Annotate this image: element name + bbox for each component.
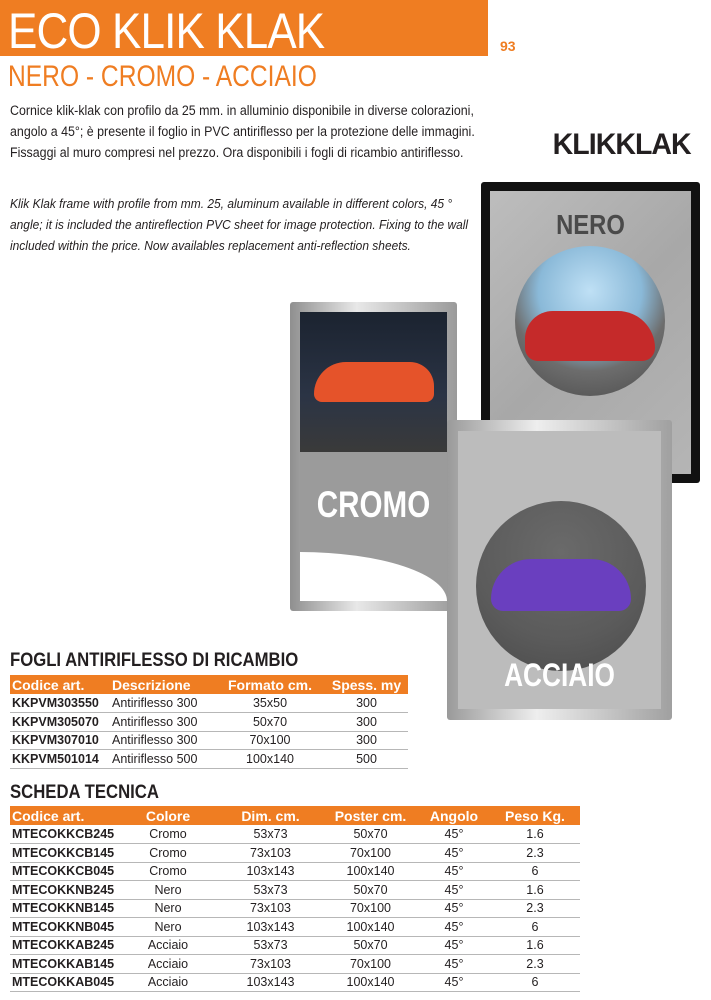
frame-acciaio-image (447, 420, 672, 720)
title-bar (0, 0, 488, 59)
cell-dimensions: 53x73 (218, 825, 323, 844)
table-row (10, 862, 580, 881)
cell-dimensions: 103x143 (218, 862, 323, 881)
klikklak-logo: KLIKKLAK (552, 128, 691, 161)
cell-code: KKPVM501014 (10, 750, 110, 769)
cell-weight: 2.3 (490, 955, 580, 974)
cell-dimensions: 53x73 (218, 936, 323, 955)
cell-color: Nero (118, 899, 218, 918)
cell-format: 35x50 (215, 694, 325, 713)
cell-angle: 45° (418, 955, 490, 974)
table-row (10, 881, 580, 900)
cell-format: 100x140 (215, 750, 325, 769)
table-row (10, 955, 580, 974)
cell-poster: 100x140 (323, 862, 418, 881)
frame-nero-label: NERO (556, 209, 625, 240)
white-wave-shape (300, 552, 447, 601)
cell-code: MTECOKKCB145 (10, 844, 118, 863)
table-row (10, 899, 580, 918)
sheets-table-title: FOGLI ANTIRIFLESSO DI RICAMBIO (10, 650, 299, 671)
description-italian: Cornice klik-klak con profilo da 25 mm. in alluminio disponibile in diverse colorazioni, angolo a 45°; è presente il foglio in PVC antiriflesso per la protezione delle immagini. Fissaggi al muro compresi nel prezzo. Ora disponibili i fogli di ricambio antiriflesso. (10, 103, 475, 160)
frame-cromo-poster (300, 312, 447, 601)
table-row (10, 844, 580, 863)
table-row (10, 936, 580, 955)
red-car-shape (525, 311, 655, 361)
cell-color: Cromo (118, 844, 218, 863)
cell-angle: 45° (418, 973, 490, 992)
table-row (10, 731, 408, 750)
cell-color: Nero (118, 881, 218, 900)
cell-code: MTECOKKCB045 (10, 862, 118, 881)
cell-code: MTECOKKAB045 (10, 973, 118, 992)
purple-car-photo (476, 501, 646, 671)
cell-code: MTECOKKNB245 (10, 881, 118, 900)
cell-dimensions: 73x103 (218, 955, 323, 974)
cell-weight: 6 (490, 862, 580, 881)
spec-header-dimensions: Dim. cm. (218, 806, 323, 825)
cell-weight: 6 (490, 918, 580, 937)
cell-angle: 45° (418, 899, 490, 918)
cell-code: KKPVM305070 (10, 713, 110, 732)
cell-angle: 45° (418, 844, 490, 863)
cell-angle: 45° (418, 862, 490, 881)
cell-description: Antiriflesso 500 (110, 750, 215, 769)
cell-poster: 70x100 (323, 899, 418, 918)
cell-color: Acciaio (118, 936, 218, 955)
cell-dimensions: 103x143 (218, 918, 323, 937)
cell-angle: 45° (418, 825, 490, 844)
frame-cromo-image (290, 302, 457, 611)
cell-poster: 70x100 (323, 955, 418, 974)
cell-format: 50x70 (215, 713, 325, 732)
sheets-table-header (10, 675, 408, 694)
cell-thickness: 500 (325, 750, 408, 769)
cell-color: Cromo (118, 862, 218, 881)
cell-color: Acciaio (118, 973, 218, 992)
spec-table-header (10, 806, 580, 825)
table-row (10, 918, 580, 937)
table-row (10, 973, 580, 992)
spec-header-color: Colore (118, 806, 218, 825)
cell-dimensions: 103x143 (218, 973, 323, 992)
spec-header-weight: Peso Kg. (490, 806, 580, 825)
cell-thickness: 300 (325, 713, 408, 732)
cell-dimensions: 53x73 (218, 881, 323, 900)
sheets-header-description: Descrizione (110, 675, 215, 694)
cell-poster: 50x70 (323, 881, 418, 900)
cell-color: Nero (118, 918, 218, 937)
cell-code: MTECOKKNB145 (10, 899, 118, 918)
cell-angle: 45° (418, 918, 490, 937)
page-number: 93 (500, 38, 516, 54)
cell-code: MTECOKKAB145 (10, 955, 118, 974)
cell-thickness: 300 (325, 731, 408, 750)
cell-weight: 6 (490, 973, 580, 992)
cell-color: Acciaio (118, 955, 218, 974)
table-row (10, 694, 408, 713)
spec-table (10, 806, 580, 992)
cell-description: Antiriflesso 300 (110, 694, 215, 713)
spec-header-angle: Angolo (418, 806, 490, 825)
table-row (10, 750, 408, 769)
orange-car-shape (314, 362, 434, 402)
spec-table-title: SCHEDA TECNICA (10, 782, 159, 803)
cell-code: KKPVM303550 (10, 694, 110, 713)
page-subtitle: NERO - CROMO - ACCIAIO (8, 60, 317, 93)
cell-poster: 100x140 (323, 973, 418, 992)
cell-poster: 70x100 (323, 844, 418, 863)
cell-description: Antiriflesso 300 (110, 713, 215, 732)
cell-angle: 45° (418, 936, 490, 955)
frame-cromo-label: CROMO (316, 484, 431, 525)
cell-description: Antiriflesso 300 (110, 731, 215, 750)
red-car-photo (515, 246, 665, 396)
frame-acciaio-label: ACCIAIO (504, 657, 615, 693)
table-row (10, 825, 580, 844)
cell-color: Cromo (118, 825, 218, 844)
cell-poster: 50x70 (323, 825, 418, 844)
cell-code: KKPVM307010 (10, 731, 110, 750)
cell-weight: 1.6 (490, 825, 580, 844)
spec-header-code: Codice art. (10, 806, 118, 825)
cell-poster: 100x140 (323, 918, 418, 937)
cell-weight: 1.6 (490, 936, 580, 955)
cell-format: 70x100 (215, 731, 325, 750)
orange-car-photo (300, 312, 447, 452)
purple-car-shape (491, 559, 631, 611)
sheets-header-thickness: Spess. my (325, 675, 408, 694)
cell-poster: 50x70 (323, 936, 418, 955)
sheets-table (10, 675, 408, 769)
frame-acciaio-poster (458, 431, 661, 709)
cell-thickness: 300 (325, 694, 408, 713)
cell-weight: 2.3 (490, 844, 580, 863)
cell-code: MTECOKKNB045 (10, 918, 118, 937)
table-row (10, 713, 408, 732)
page-title: ECO KLIK KLAK (8, 3, 325, 59)
cell-code: MTECOKKAB245 (10, 936, 118, 955)
spec-header-poster: Poster cm. (323, 806, 418, 825)
cell-angle: 45° (418, 881, 490, 900)
description-english: Klik Klak frame with profile from mm. 25, aluminum available in different colors, 45 ° angle; it is included the antireflection PVC sheet for image protection. Fixing to the wall included within the price. Now availables replacement anti-reflection sheets. (10, 196, 469, 253)
cell-dimensions: 73x103 (218, 899, 323, 918)
sheets-header-code: Codice art. (10, 675, 110, 694)
sheets-header-format: Formato cm. (215, 675, 325, 694)
cell-dimensions: 73x103 (218, 844, 323, 863)
cell-code: MTECOKKCB245 (10, 825, 118, 844)
cell-weight: 1.6 (490, 881, 580, 900)
cell-weight: 2.3 (490, 899, 580, 918)
